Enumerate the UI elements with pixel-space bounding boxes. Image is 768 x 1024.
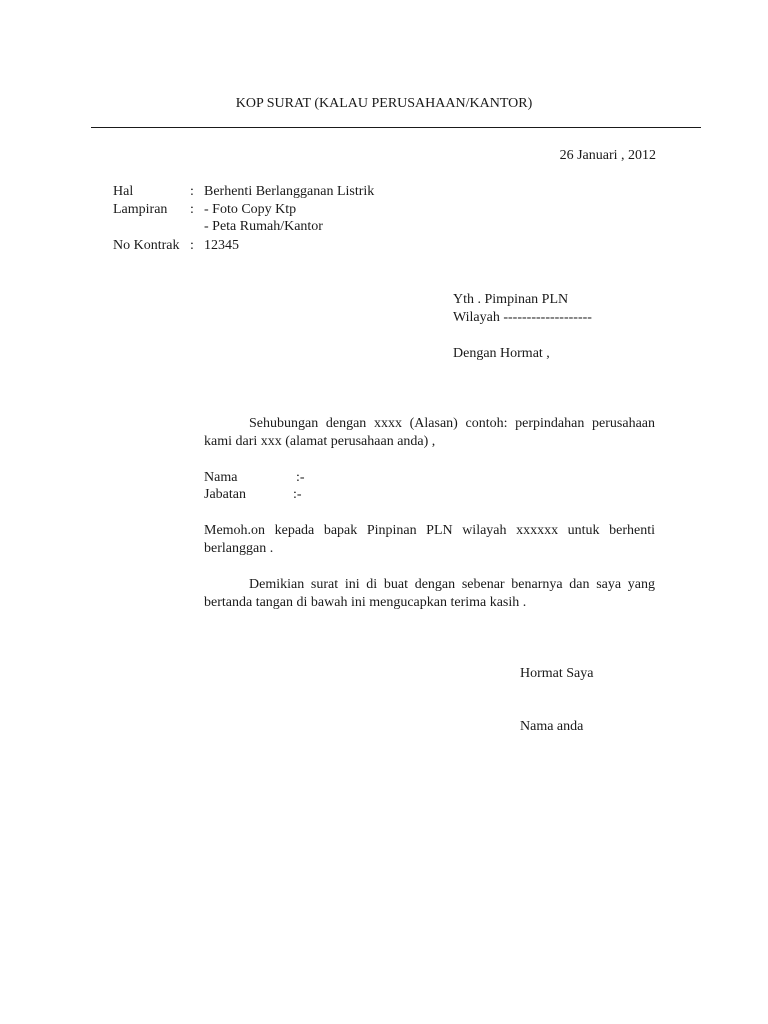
hal-colon: : xyxy=(190,184,194,199)
body-paragraph-2: Memoh.on kepada bapak Pinpinan PLN wilayah xxxxxx untuk berhenti berlanggan . xyxy=(204,523,655,556)
hal-label: Hal xyxy=(113,184,134,199)
jabatan-label: Jabatan xyxy=(204,487,246,502)
body-paragraph-1: Sehubungan dengan xxxx (Alasan) contoh: perpindahan perusahaan kami dari xxx (alamat perusahaan anda) , xyxy=(204,416,655,449)
recipient-line-2: Wilayah ------------------- xyxy=(453,310,592,325)
nama-value: :- xyxy=(296,470,305,485)
signatory-name: Nama anda xyxy=(520,719,584,734)
kontrak-value: 12345 xyxy=(204,238,239,253)
letterhead-divider xyxy=(91,127,701,128)
hal-value: Berhenti Berlangganan Listrik xyxy=(204,184,375,199)
kontrak-colon: : xyxy=(190,238,194,253)
kontrak-label: No Kontrak xyxy=(113,238,180,253)
recipient-line-1: Yth . Pimpinan PLN xyxy=(453,292,569,307)
lampiran-colon: : xyxy=(190,202,194,217)
nama-label: Nama xyxy=(204,470,238,485)
jabatan-value: :- xyxy=(293,487,302,502)
letterhead-title: KOP SURAT (KALAU PERUSAHAAN/KANTOR) xyxy=(235,96,533,111)
closing-salutation: Hormat Saya xyxy=(520,666,594,681)
body-paragraph-3: Demikian surat ini di buat dengan sebenar benarnya dan saya yang bertanda tangan di bawah ini mengucapkan terima kasih . xyxy=(204,577,655,610)
letter-date: 26 Januari , 2012 xyxy=(559,148,656,163)
lampiran-item-1: - Foto Copy Ktp xyxy=(204,202,297,217)
lampiran-label: Lampiran xyxy=(113,202,168,217)
lampiran-item-2: - Peta Rumah/Kantor xyxy=(204,219,323,234)
greeting: Dengan Hormat , xyxy=(453,346,550,361)
